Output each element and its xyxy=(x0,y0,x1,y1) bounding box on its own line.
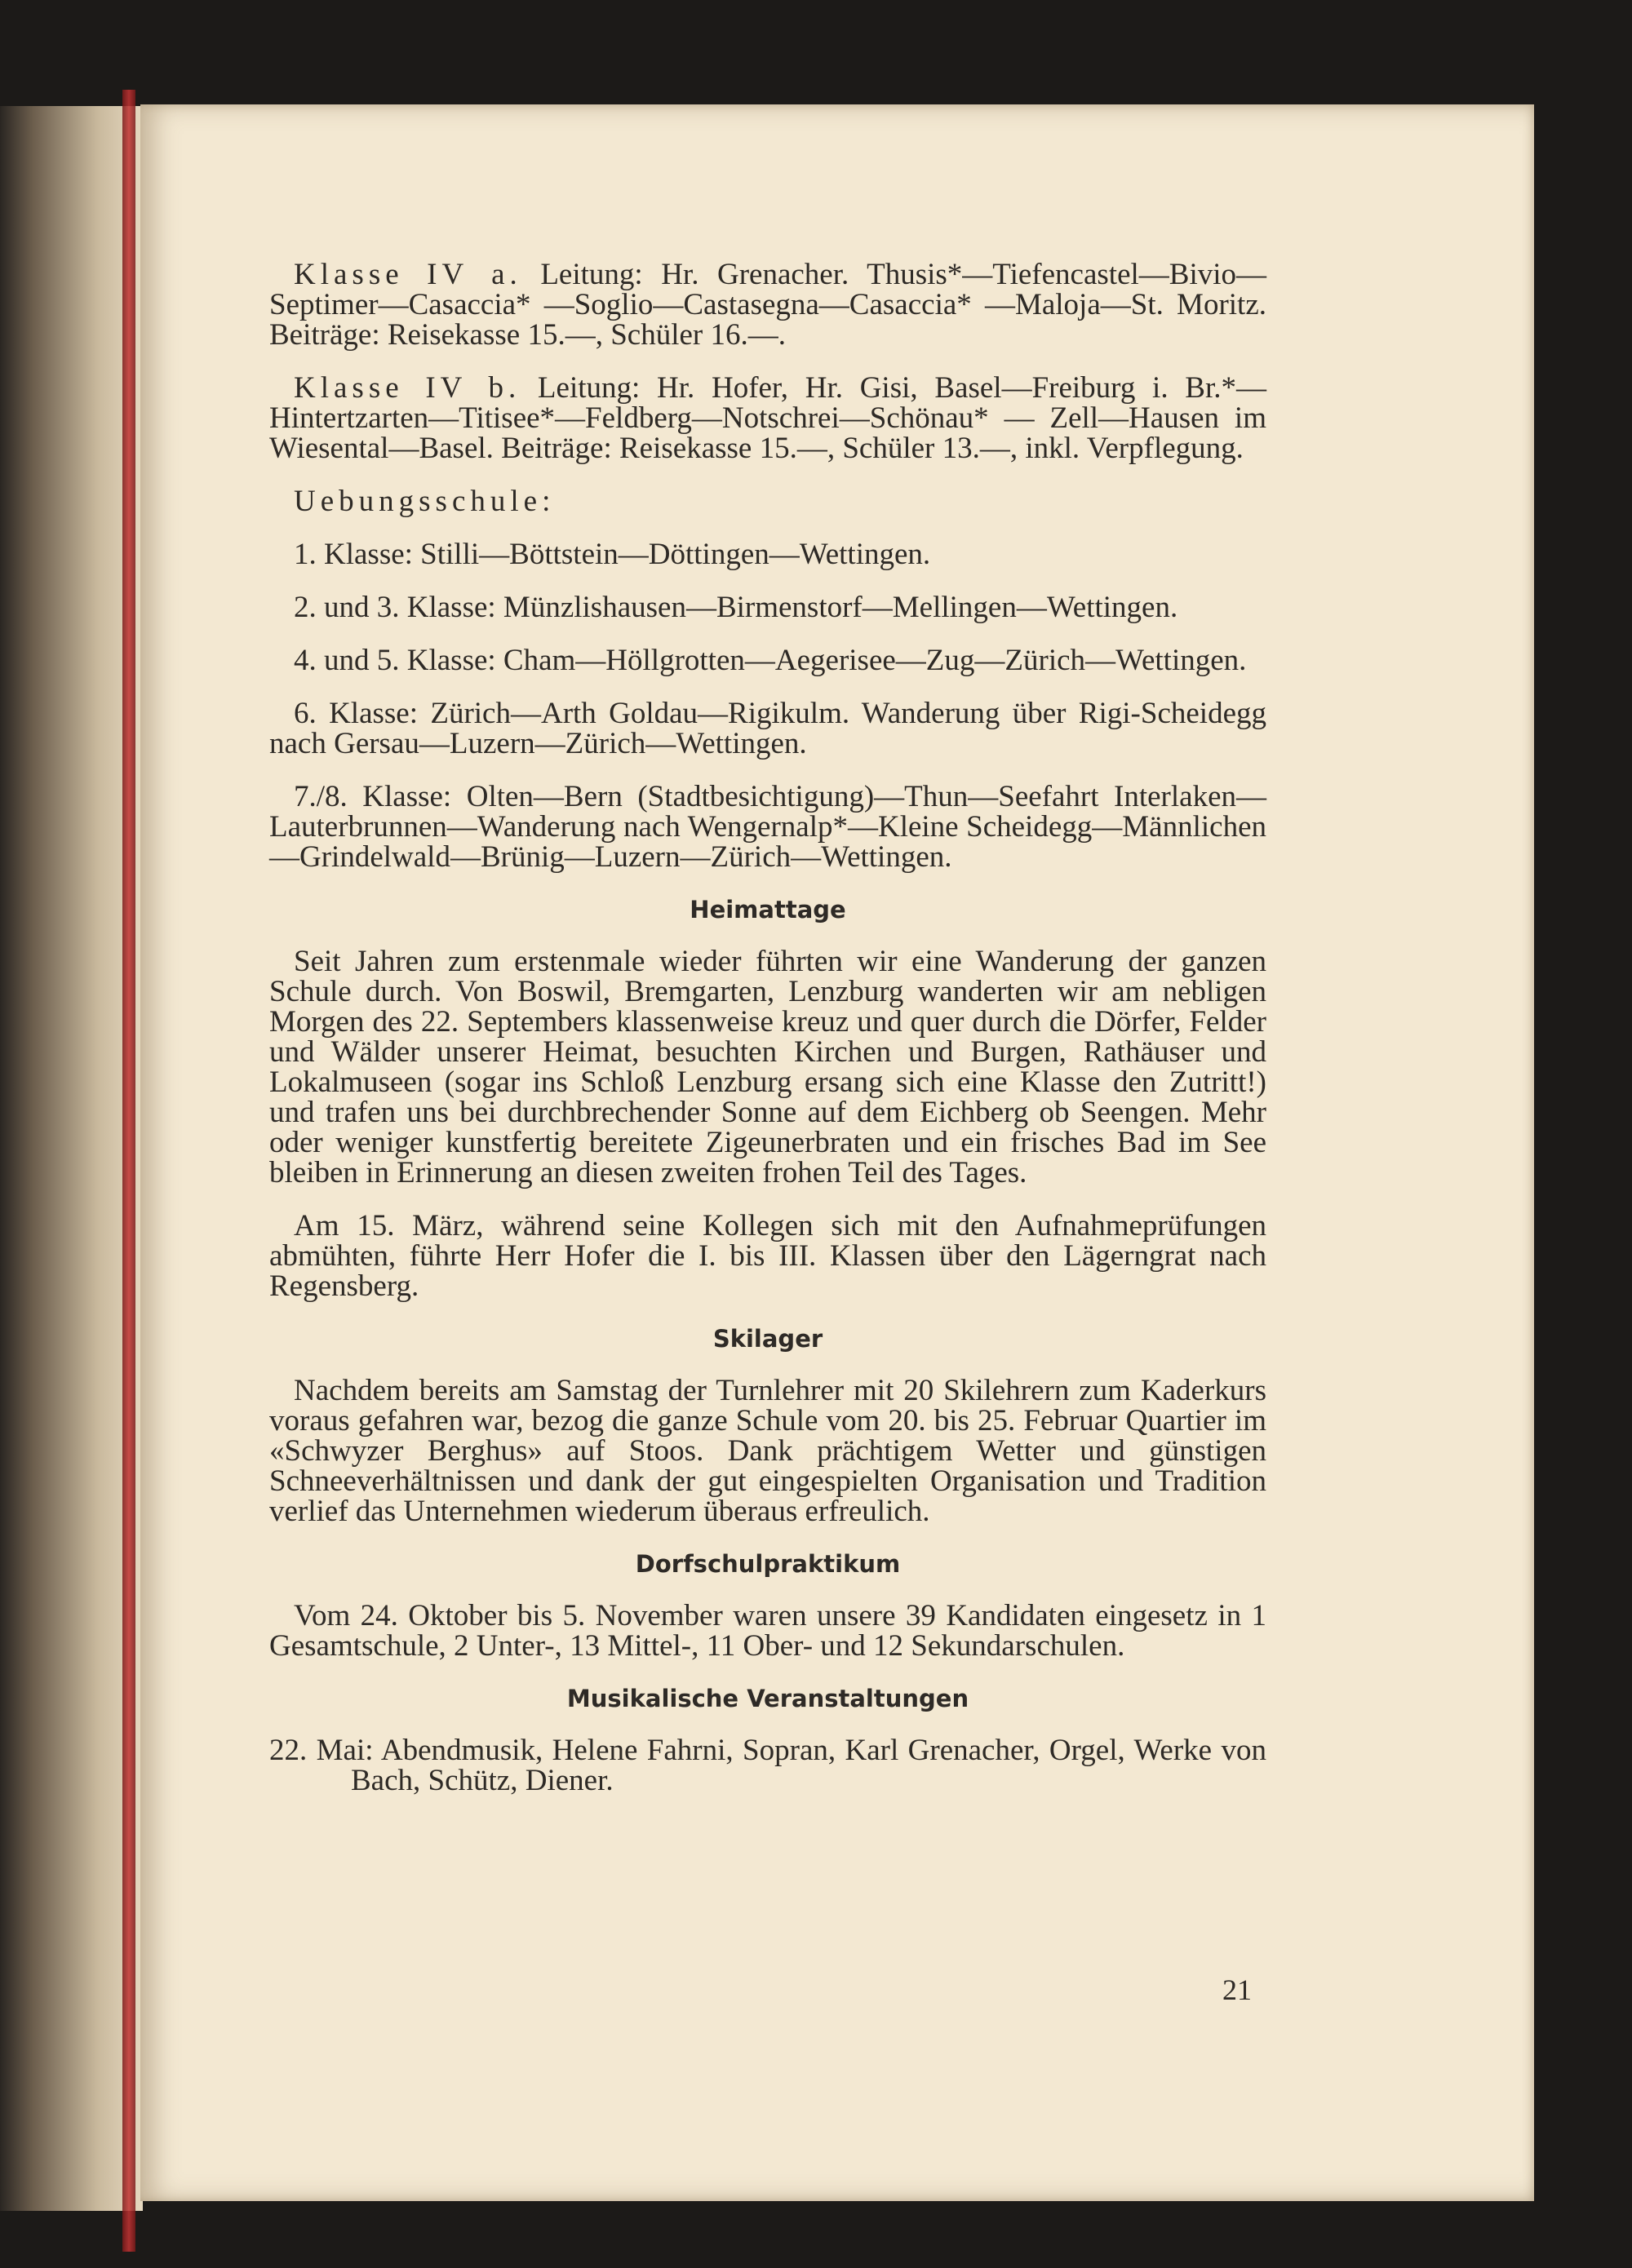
musik-date: 22. Mai: xyxy=(269,1734,374,1767)
uebungsschule-label: Uebungsschule: xyxy=(294,485,556,518)
list-item: 1. Klasse: Stilli—Böttstein—Döttingen—Wettingen. xyxy=(294,538,931,571)
heimattage-paragraph-2: Am 15. März, während seine Kollegen sich mit den Aufnahmeprüfungen abmühten, führte Herr Hofer die I. bis III. Klassen über den Lägerngrat nach Regensberg. xyxy=(269,1209,1266,1303)
trip-klasse-4b xyxy=(269,373,1266,463)
trip-text: Leitung: Hr. Hofer, Hr. Gisi, Basel—Freiburg i. Br.*—Hintertzarten—Titisee*—Feldberg—Notschrei—Schönau* — Zell—Hausen im Wiesental—Basel. Beiträge: Reisekasse 15.—, Schüler 13.—, inkl. Verpflegung. xyxy=(269,371,1266,465)
trip-klasse-4a xyxy=(269,259,1266,350)
section-heading-musik: Musikalische Veranstaltungen xyxy=(566,1685,969,1712)
musik-text: Abendmusik, Helene Fahrni, Sopran, Karl Grenacher, Orgel, Werke von Bach, Schütz, Diener. xyxy=(351,1734,1266,1797)
trip-text: Leitung: Hr. Grenacher. Thusis*—Tiefencastel—Bivio—Septimer—Casaccia* —Soglio—Castasegna—Casaccia* —Maloja—St. Moritz. Beiträge: Reisekasse 15.—, Schüler 16.—. xyxy=(269,258,1267,352)
list-item: 7./8. Klasse: Olten—Bern (Stadtbesichtigung)—Thun—Seefahrt Interlaken—Lauterbrunnen—Wanderung nach Wengernalp*—Kleine Scheidegg—Männlichen—Grindelwald—Brünig—Luzern—Zürich—Wettingen. xyxy=(269,780,1266,874)
list-item: 2. und 3. Klasse: Münzlishausen—Birmenstorf—Mellingen—Wettingen. xyxy=(294,591,1178,624)
trip-label: Klasse IV a. xyxy=(294,258,522,291)
binding-thread xyxy=(122,90,135,2252)
section-heading-heimattage: Heimattage xyxy=(690,896,846,924)
left-page-edge xyxy=(0,106,143,2211)
page-number: 21 xyxy=(1222,1973,1252,2006)
section-heading-skilager: Skilager xyxy=(712,1325,823,1353)
list-item: 6. Klasse: Zürich—Arth Goldau—Rigikulm. Wanderung über Rigi-Scheidegg nach Gersau—Luzern—Zürich—Wettingen. xyxy=(269,697,1266,760)
musik-entry xyxy=(269,1735,1266,1796)
trip-label: Klasse IV b. xyxy=(294,371,521,405)
section-heading-dorfschulpraktikum: Dorfschulpraktikum xyxy=(635,1550,901,1578)
page-content xyxy=(269,259,1266,1796)
heimattage-paragraph-1: Seit Jahren zum erstenmale wieder führten wir eine Wanderung der ganzen Schule durch. Von Boswil, Bremgarten, Lenzburg wanderten wir am nebligen Morgen des 22. Septembers klassenweise kreuz und quer durch die Dörfer, Felder und Wälder unserer Heimat, besuchten Kirchen und Burgen, Rathäuser und Lokalmuseen (sogar ins Schloß Lenzburg ersang sich eine Klasse den Zutritt!) und trafen uns bei durchbrechender Sonne auf dem Eichberg ob Seengen. Mehr oder weniger kunstfertig bereitete Zigeunerbraten und ein frisches Bad im See bleiben in Erinnerung an diesen zweiten frohen Teil des Tages. xyxy=(269,945,1266,1189)
dorfschulpraktikum-paragraph: Vom 24. Oktober bis 5. November waren unsere 39 Kandidaten eingesetz in 1 Gesamtschule, 2 Unter-, 13 Mittel-, 11 Ober- und 12 Sekundarschulen. xyxy=(269,1599,1266,1663)
list-item: 4. und 5. Klasse: Cham—Höllgrotten—Aegerisee—Zug—Zürich—Wettingen. xyxy=(294,644,1247,677)
skilager-paragraph: Nachdem bereits am Samstag der Turnlehrer mit 20 Skilehrern zum Kaderkurs voraus gefahren war, bezog die ganze Schule vom 20. bis 25. Februar Quartier im «Schwyzer Berghus» auf Stoos. Dank prächtigem Wetter und günstigen Schneeverhältnissen und dank der gut eingespielten Organisation und Tradition verlief das Unternehmen wiederum überaus erfreulich. xyxy=(269,1374,1266,1528)
